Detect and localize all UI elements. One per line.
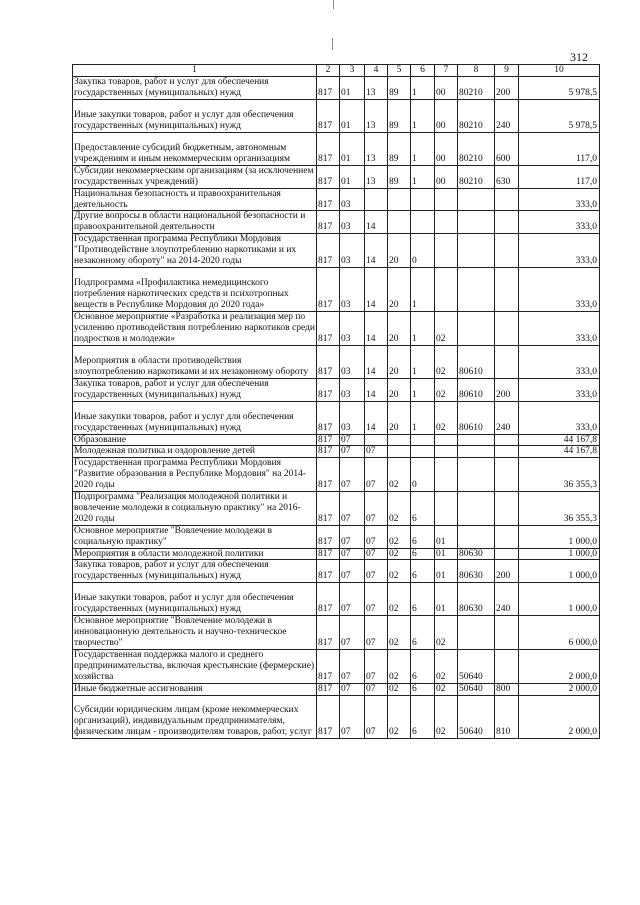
row-code bbox=[411, 188, 435, 211]
row-code: 01 bbox=[435, 583, 458, 616]
row-code: 13 bbox=[365, 77, 388, 100]
row-code: 02 bbox=[388, 683, 411, 695]
row-code: 02 bbox=[388, 560, 411, 583]
row-amount: 333,0 bbox=[519, 267, 600, 311]
table-row bbox=[73, 188, 600, 211]
row-name: Подпрограмма «Профилактика немедицинского потребления наркотических средств и психотропных веществ в Республике Мордовия до 2020 года» bbox=[73, 267, 317, 311]
row-code: 14 bbox=[365, 401, 388, 434]
row-code: 03 bbox=[340, 345, 365, 378]
row-code: 630 bbox=[495, 165, 519, 188]
table-row bbox=[73, 401, 600, 434]
row-code: 07 bbox=[365, 583, 388, 616]
row-amount: 1 000,0 bbox=[519, 525, 600, 548]
row-code: 02 bbox=[435, 378, 458, 401]
row-code: 02 bbox=[435, 650, 458, 684]
row-code: 0 bbox=[411, 458, 435, 492]
page-number: 312 bbox=[570, 50, 588, 64]
row-code: 02 bbox=[388, 458, 411, 492]
row-code: 80630 bbox=[458, 548, 495, 560]
row-code: 800 bbox=[495, 683, 519, 695]
row-amount: 36 355,3 bbox=[519, 458, 600, 492]
row-code bbox=[495, 446, 519, 458]
column-header: 7 bbox=[435, 65, 458, 77]
row-code: 817 bbox=[317, 188, 340, 211]
row-code: 240 bbox=[495, 99, 519, 132]
row-code: 03 bbox=[340, 401, 365, 434]
row-code: 1 bbox=[411, 77, 435, 100]
row-code bbox=[388, 434, 411, 446]
row-name: Основное мероприятие "Вовлечение молодежи в инновационную деятельность и научно-техническое творчество" bbox=[73, 616, 317, 650]
row-code: 6 bbox=[411, 683, 435, 695]
row-code: 07 bbox=[365, 458, 388, 492]
row-code bbox=[365, 188, 388, 211]
row-amount: 117,0 bbox=[519, 132, 600, 165]
row-amount: 117,0 bbox=[519, 165, 600, 188]
row-code: 1 bbox=[411, 345, 435, 378]
row-code: 07 bbox=[340, 492, 365, 526]
row-amount: 333,0 bbox=[519, 401, 600, 434]
row-code: 02 bbox=[388, 525, 411, 548]
row-code: 6 bbox=[411, 583, 435, 616]
row-code: 07 bbox=[340, 525, 365, 548]
row-code: 817 bbox=[317, 434, 340, 446]
column-header: 9 bbox=[495, 65, 519, 77]
row-code: 07 bbox=[340, 583, 365, 616]
row-code bbox=[495, 345, 519, 378]
row-code bbox=[458, 458, 495, 492]
table-row bbox=[73, 650, 600, 684]
row-code: 02 bbox=[388, 548, 411, 560]
row-code bbox=[388, 188, 411, 211]
row-code: 14 bbox=[365, 234, 388, 268]
row-amount: 2 000,0 bbox=[519, 683, 600, 695]
row-name: Субсидии юридическим лицам (кроме некоммерческих организаций), индивидуальным предпринимателям, физическим лицам - производителям товаров, работ, услуг bbox=[73, 695, 317, 738]
row-code: 07 bbox=[365, 683, 388, 695]
row-code bbox=[435, 234, 458, 268]
row-code: 07 bbox=[340, 458, 365, 492]
row-code bbox=[388, 446, 411, 458]
row-name: Иные бюджетные ассигнования bbox=[73, 683, 317, 695]
row-code bbox=[411, 434, 435, 446]
row-code: 14 bbox=[365, 211, 388, 234]
row-code: 20 bbox=[388, 311, 411, 345]
row-name: Государственная программа Республики Мордовия "Развитие образования в Республике Мордовия" на 2014-2020 годы bbox=[73, 458, 317, 492]
row-code bbox=[495, 267, 519, 311]
row-code: 50640 bbox=[458, 650, 495, 684]
row-code: 6 bbox=[411, 492, 435, 526]
row-code: 240 bbox=[495, 583, 519, 616]
row-code: 89 bbox=[388, 132, 411, 165]
row-code: 817 bbox=[317, 583, 340, 616]
row-code: 50640 bbox=[458, 695, 495, 738]
row-amount: 2 000,0 bbox=[519, 650, 600, 684]
row-code bbox=[495, 188, 519, 211]
row-amount: 333,0 bbox=[519, 234, 600, 268]
row-code: 07 bbox=[365, 525, 388, 548]
row-name: Закупка товаров, работ и услуг для обеспечения государственных (муниципальных) нужд bbox=[73, 560, 317, 583]
row-code: 817 bbox=[317, 683, 340, 695]
row-code: 01 bbox=[340, 77, 365, 100]
row-code bbox=[411, 211, 435, 234]
table-row bbox=[73, 434, 600, 446]
row-amount: 44 167,8 bbox=[519, 446, 600, 458]
row-code: 07 bbox=[365, 650, 388, 684]
table-row bbox=[73, 267, 600, 311]
row-code bbox=[435, 267, 458, 311]
row-code: 1 bbox=[411, 165, 435, 188]
row-code bbox=[435, 211, 458, 234]
row-code bbox=[458, 492, 495, 526]
row-code bbox=[495, 234, 519, 268]
row-name: Мероприятия в области противодействия злоупотреблению наркотиками и их незаконному обороту bbox=[73, 345, 317, 378]
row-name: Иные закупки товаров, работ и услуг для обеспечения государственных (муниципальных) нужд bbox=[73, 401, 317, 434]
row-amount: 1 000,0 bbox=[519, 548, 600, 560]
row-name: Образование bbox=[73, 434, 317, 446]
row-amount: 333,0 bbox=[519, 188, 600, 211]
row-code bbox=[435, 188, 458, 211]
row-code: 07 bbox=[365, 560, 388, 583]
row-code bbox=[435, 434, 458, 446]
scan-mark-mid bbox=[332, 38, 333, 50]
row-code: 02 bbox=[435, 401, 458, 434]
row-code: 80610 bbox=[458, 378, 495, 401]
table-row bbox=[73, 165, 600, 188]
row-code: 02 bbox=[388, 492, 411, 526]
row-name: Мероприятия в области молодежной политики bbox=[73, 548, 317, 560]
row-code: 02 bbox=[435, 345, 458, 378]
row-code: 1 bbox=[411, 311, 435, 345]
row-code: 03 bbox=[340, 267, 365, 311]
row-code bbox=[495, 311, 519, 345]
table-row bbox=[73, 446, 600, 458]
row-code: 240 bbox=[495, 401, 519, 434]
row-code: 817 bbox=[317, 77, 340, 100]
row-code bbox=[495, 434, 519, 446]
column-header: 4 bbox=[365, 65, 388, 77]
row-code: 80210 bbox=[458, 77, 495, 100]
row-code bbox=[458, 311, 495, 345]
row-code: 03 bbox=[340, 311, 365, 345]
row-code: 89 bbox=[388, 165, 411, 188]
row-name: Закупка товаров, работ и услуг для обеспечения государственных (муниципальных) нужд bbox=[73, 378, 317, 401]
row-code: 817 bbox=[317, 211, 340, 234]
row-code: 817 bbox=[317, 345, 340, 378]
row-code: 07 bbox=[340, 548, 365, 560]
row-code bbox=[435, 446, 458, 458]
row-code: 02 bbox=[435, 683, 458, 695]
row-code: 01 bbox=[435, 525, 458, 548]
row-code: 1 bbox=[411, 401, 435, 434]
row-amount: 333,0 bbox=[519, 211, 600, 234]
table-row bbox=[73, 695, 600, 738]
row-code: 02 bbox=[435, 695, 458, 738]
row-code: 07 bbox=[365, 695, 388, 738]
row-code: 817 bbox=[317, 560, 340, 583]
table-row bbox=[73, 378, 600, 401]
row-code: 817 bbox=[317, 650, 340, 684]
row-code: 80210 bbox=[458, 99, 495, 132]
row-code: 817 bbox=[317, 525, 340, 548]
row-code: 817 bbox=[317, 446, 340, 458]
table-row bbox=[73, 311, 600, 345]
row-amount: 333,0 bbox=[519, 311, 600, 345]
row-code: 07 bbox=[340, 695, 365, 738]
table-row bbox=[73, 132, 600, 165]
row-name: Закупка товаров, работ и услуг для обеспечения государственных (муниципальных) нужд bbox=[73, 77, 317, 100]
row-code bbox=[495, 492, 519, 526]
column-header: 6 bbox=[411, 65, 435, 77]
row-name: Подпрограмма "Реализация молодежной политики и вовлечение молодежи в социальную практику" на 2016-2020 годы bbox=[73, 492, 317, 526]
table-row bbox=[73, 77, 600, 100]
row-code bbox=[458, 525, 495, 548]
row-amount: 6 000,0 bbox=[519, 616, 600, 650]
row-code: 02 bbox=[435, 311, 458, 345]
table-row bbox=[73, 525, 600, 548]
row-code: 817 bbox=[317, 267, 340, 311]
row-amount: 1 000,0 bbox=[519, 560, 600, 583]
row-code: 01 bbox=[435, 548, 458, 560]
row-amount: 5 978,5 bbox=[519, 77, 600, 100]
row-code: 20 bbox=[388, 234, 411, 268]
row-code: 01 bbox=[435, 560, 458, 583]
row-code: 02 bbox=[388, 650, 411, 684]
row-code: 1 bbox=[411, 132, 435, 165]
column-header: 5 bbox=[388, 65, 411, 77]
column-header: 3 bbox=[340, 65, 365, 77]
row-code: 817 bbox=[317, 548, 340, 560]
row-code bbox=[495, 650, 519, 684]
row-code bbox=[458, 446, 495, 458]
row-name: Национальная безопасность и правоохранительная деятельность bbox=[73, 188, 317, 211]
row-code bbox=[365, 434, 388, 446]
row-code: 50640 bbox=[458, 683, 495, 695]
row-amount: 2 000,0 bbox=[519, 695, 600, 738]
row-code: 03 bbox=[340, 188, 365, 211]
row-code: 13 bbox=[365, 99, 388, 132]
row-name: Основное мероприятие «Разработка и реализация мер по усилению противодействия потреблению наркотиков среди подростков и молодежи» bbox=[74, 311, 315, 344]
table-row bbox=[73, 99, 600, 132]
row-code: 89 bbox=[388, 99, 411, 132]
row-code bbox=[458, 434, 495, 446]
row-code: 07 bbox=[365, 492, 388, 526]
row-code bbox=[495, 548, 519, 560]
budget-table bbox=[72, 64, 600, 739]
row-code: 80630 bbox=[458, 583, 495, 616]
row-code: 00 bbox=[435, 165, 458, 188]
row-code: 07 bbox=[340, 683, 365, 695]
row-code: 817 bbox=[317, 378, 340, 401]
row-amount: 1 000,0 bbox=[519, 583, 600, 616]
row-code: 01 bbox=[340, 165, 365, 188]
row-code: 0 bbox=[411, 234, 435, 268]
row-code: 80610 bbox=[458, 401, 495, 434]
row-name: Государственная программа Республики Мордовия "Противодействие злоупотреблению наркотиками и их незаконному обороту" на 2014-2020 годы bbox=[73, 234, 317, 268]
row-code: 817 bbox=[317, 132, 340, 165]
row-code: 80610 bbox=[458, 345, 495, 378]
row-code: 02 bbox=[388, 616, 411, 650]
row-code: 02 bbox=[388, 583, 411, 616]
column-header: 10 bbox=[519, 65, 600, 77]
row-code: 01 bbox=[340, 99, 365, 132]
row-amount: 333,0 bbox=[519, 378, 600, 401]
row-code: 200 bbox=[495, 77, 519, 100]
row-code: 6 bbox=[411, 650, 435, 684]
column-header: 1 bbox=[73, 65, 317, 77]
row-code: 817 bbox=[317, 234, 340, 268]
row-code: 810 bbox=[495, 695, 519, 738]
row-code: 80630 bbox=[458, 560, 495, 583]
row-code bbox=[495, 458, 519, 492]
row-code: 817 bbox=[317, 311, 340, 345]
row-code: 817 bbox=[317, 458, 340, 492]
row-code: 02 bbox=[388, 695, 411, 738]
row-code bbox=[458, 211, 495, 234]
row-code: 817 bbox=[317, 99, 340, 132]
row-code: 6 bbox=[411, 616, 435, 650]
row-code: 07 bbox=[340, 446, 365, 458]
table-row bbox=[73, 583, 600, 616]
row-code: 817 bbox=[317, 165, 340, 188]
row-name: Предоставление субсидий бюджетным, автономным учреждениям и иным некоммерческим организациям bbox=[73, 132, 317, 165]
row-code: 14 bbox=[365, 378, 388, 401]
row-code: 03 bbox=[340, 378, 365, 401]
row-code: 817 bbox=[317, 401, 340, 434]
row-code: 817 bbox=[317, 492, 340, 526]
row-name: Молодежная политика и оздоровление детей bbox=[73, 446, 317, 458]
table-row bbox=[73, 616, 600, 650]
table-row bbox=[73, 683, 600, 695]
row-amount: 5 978,5 bbox=[519, 99, 600, 132]
row-amount: 333,0 bbox=[519, 345, 600, 378]
row-code: 1 bbox=[411, 267, 435, 311]
scan-mark-top bbox=[333, 0, 334, 9]
row-name: Другие вопросы в области национальной безопасности и правоохранительной деятельности bbox=[73, 211, 317, 234]
row-code: 80210 bbox=[458, 132, 495, 165]
row-code bbox=[495, 525, 519, 548]
row-code: 817 bbox=[317, 695, 340, 738]
row-code: 07 bbox=[340, 616, 365, 650]
row-code bbox=[458, 616, 495, 650]
column-header: 2 bbox=[317, 65, 340, 77]
row-code: 89 bbox=[388, 77, 411, 100]
row-name: Основное мероприятие "Вовлечение молодежи в социальную практику" bbox=[73, 525, 317, 548]
row-code: 1 bbox=[411, 378, 435, 401]
row-code bbox=[435, 458, 458, 492]
row-code: 6 bbox=[411, 525, 435, 548]
row-code: 6 bbox=[411, 560, 435, 583]
row-code: 07 bbox=[340, 434, 365, 446]
row-code: 03 bbox=[340, 211, 365, 234]
row-code: 200 bbox=[495, 378, 519, 401]
table-row bbox=[73, 345, 600, 378]
row-code: 14 bbox=[365, 345, 388, 378]
row-amount: 44 167,8 bbox=[519, 434, 600, 446]
row-name: Иные закупки товаров, работ и услуг для обеспечения государственных (муниципальных) нужд bbox=[73, 99, 317, 132]
table-row bbox=[73, 548, 600, 560]
row-code bbox=[495, 616, 519, 650]
row-code: 07 bbox=[365, 616, 388, 650]
row-code: 200 bbox=[495, 560, 519, 583]
row-code: 14 bbox=[365, 267, 388, 311]
row-code: 00 bbox=[435, 77, 458, 100]
table-row bbox=[73, 211, 600, 234]
row-code: 6 bbox=[411, 548, 435, 560]
row-name: Субсидии некоммерческим организациям (за исключением государственных учреждений) bbox=[73, 165, 317, 188]
row-code bbox=[435, 492, 458, 526]
row-code: 03 bbox=[340, 234, 365, 268]
row-code: 600 bbox=[495, 132, 519, 165]
row-code: 00 bbox=[435, 132, 458, 165]
row-code: 07 bbox=[365, 446, 388, 458]
table-row bbox=[73, 492, 600, 526]
row-code: 00 bbox=[435, 99, 458, 132]
row-code bbox=[458, 188, 495, 211]
row-code: 07 bbox=[365, 548, 388, 560]
row-code: 817 bbox=[317, 616, 340, 650]
row-code bbox=[458, 234, 495, 268]
row-code bbox=[388, 211, 411, 234]
column-header: 8 bbox=[458, 65, 495, 77]
row-code: 07 bbox=[340, 650, 365, 684]
row-code: 1 bbox=[411, 99, 435, 132]
row-code bbox=[495, 211, 519, 234]
row-code: 13 bbox=[365, 165, 388, 188]
row-code: 20 bbox=[388, 401, 411, 434]
table-row bbox=[73, 560, 600, 583]
row-code: 20 bbox=[388, 345, 411, 378]
row-code bbox=[411, 446, 435, 458]
row-code: 02 bbox=[435, 616, 458, 650]
row-code: 13 bbox=[365, 132, 388, 165]
table-row bbox=[73, 458, 600, 492]
table-header-row bbox=[73, 65, 600, 77]
row-code: 6 bbox=[411, 695, 435, 738]
row-code bbox=[458, 267, 495, 311]
row-code: 14 bbox=[365, 311, 388, 345]
row-code: 20 bbox=[388, 267, 411, 311]
row-amount: 36 355,3 bbox=[519, 492, 600, 526]
row-code: 20 bbox=[388, 378, 411, 401]
table-row bbox=[73, 234, 600, 268]
row-code: 80210 bbox=[458, 165, 495, 188]
row-name: Государственная поддержка малого и среднего предпринимательства, включая крестьянские (фермерские) хозяйства bbox=[73, 650, 317, 684]
row-name: Иные закупки товаров, работ и услуг для обеспечения государственных (муниципальных) нужд bbox=[73, 583, 317, 616]
row-code: 01 bbox=[340, 132, 365, 165]
row-code: 07 bbox=[340, 560, 365, 583]
